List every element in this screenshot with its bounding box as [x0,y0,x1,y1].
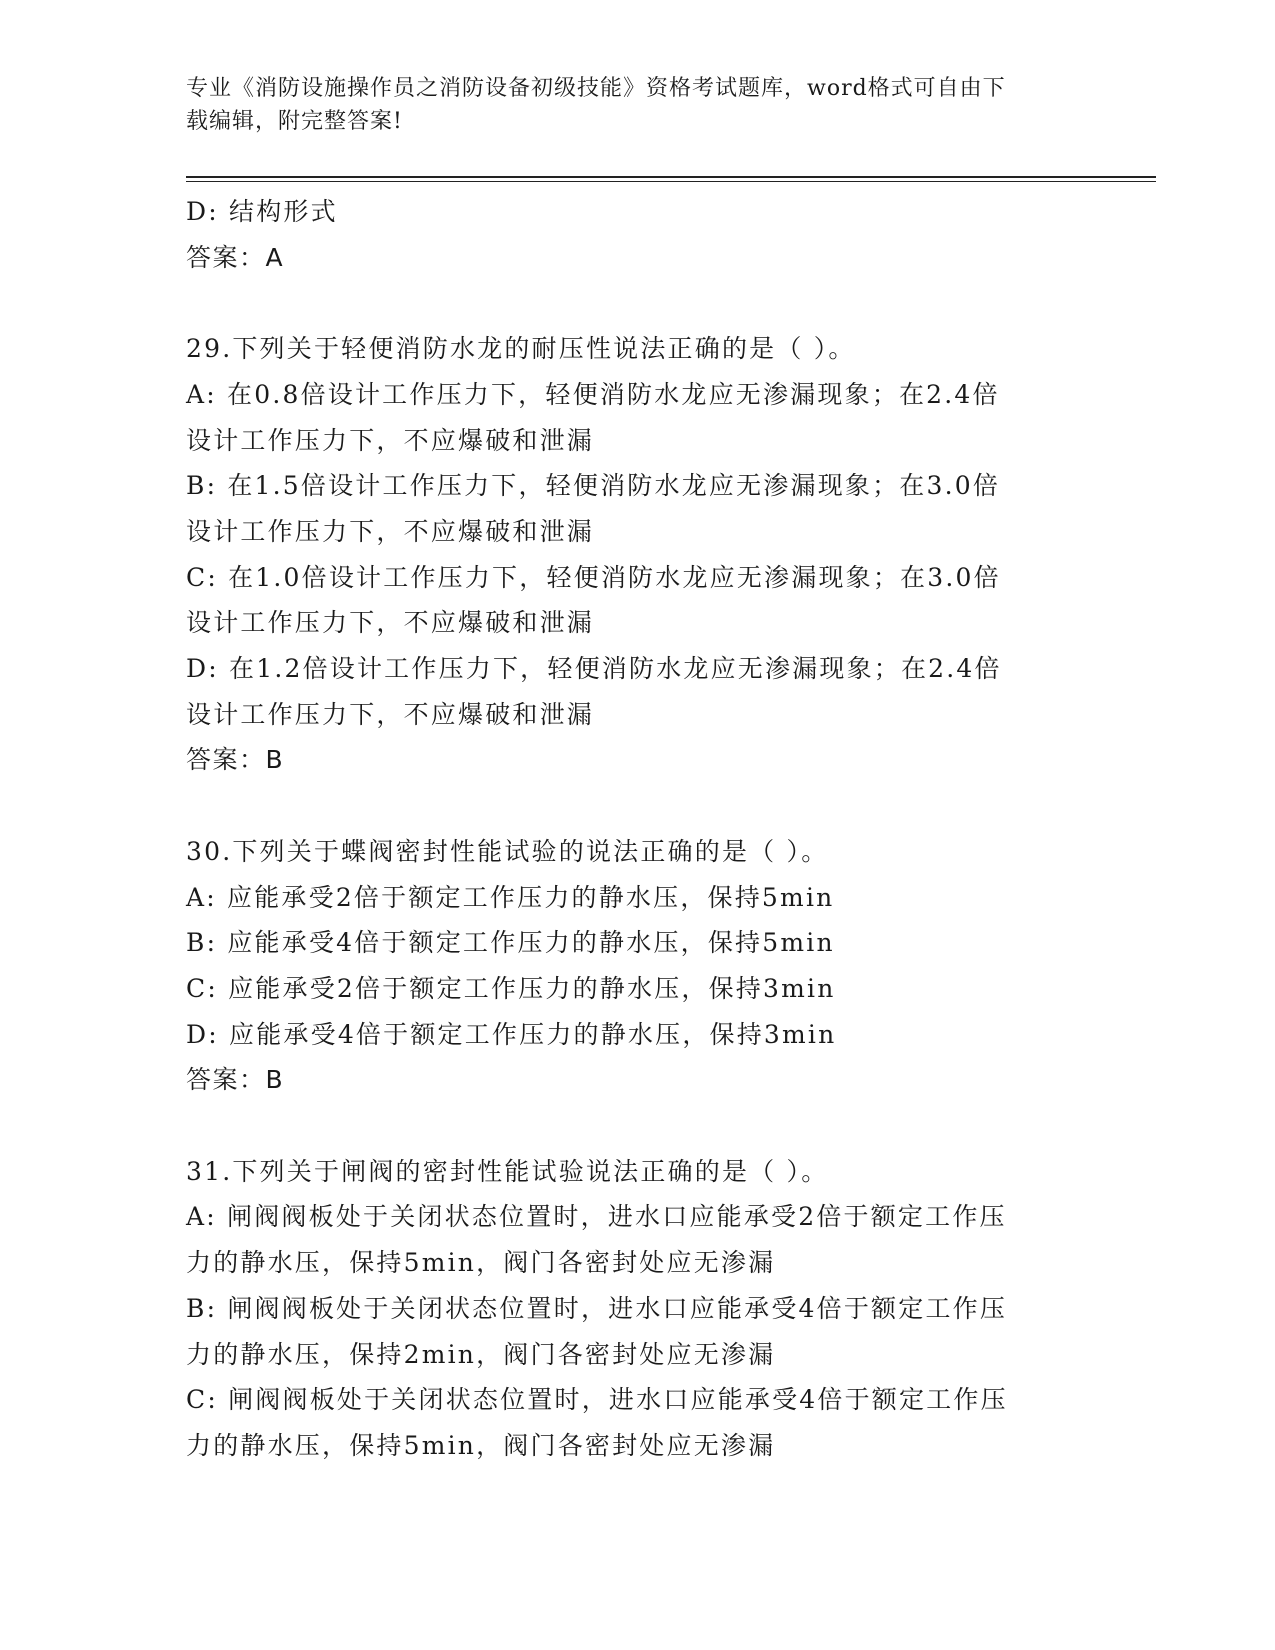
header-line: 载编辑，附完整答案! [186,109,403,134]
option-a: A: 闸阀阀板处于关闭状态位置时，进水口应能承受2倍于额定工作压 [186,1202,1007,1232]
option-c-continued: 力的静水压，保持5min，阀门各密封处应无渗漏 [186,1430,776,1460]
option-b: B: 应能承受4倍于额定工作压力的静水压，保持5min [186,928,835,958]
header-divider [186,176,1156,178]
option-d: D: 结构形式 [186,197,338,226]
header-divider [186,181,1156,182]
option-c-continued: 设计工作压力下，不应爆破和泄漏 [186,608,595,638]
option-a-continued: 设计工作压力下，不应爆破和泄漏 [186,425,595,455]
option-b: B: 闸阀阀板处于关闭状态位置时，进水口应能承受4倍于额定工作压 [186,1293,1008,1323]
page-header [186,72,1046,138]
option-d-continued: 设计工作压力下，不应爆破和泄漏 [186,699,595,729]
answer-label: 答案：B [186,1065,285,1095]
question-stem: 30.下列关于蝶阀密封性能试验的说法正确的是（ ）。 [186,836,829,866]
question-29 [186,326,1066,783]
question-28-tail [186,189,1066,280]
option-d: D: 应能承受4倍于额定工作压力的静水压，保持3min [186,1019,837,1049]
header-line: 专业《消防设施操作员之消防设备初级技能》资格考试题库，word格式可自由下 [186,76,1006,101]
option-b: B: 在1.5倍设计工作压力下，轻便消防水龙应无渗漏现象；在3.0倍 [186,471,1001,501]
option-b-continued: 力的静水压，保持2min，阀门各密封处应无渗漏 [186,1339,776,1369]
answer-label: 答案：A [186,242,285,272]
spacer [186,1103,1066,1149]
question-content [186,189,1066,1469]
option-c: C: 应能承受2倍于额定工作压力的静水压，保持3min [186,973,836,1003]
question-30 [186,829,1066,1103]
option-c: C: 闸阀阀板处于关闭状态位置时，进水口应能承受4倍于额定工作压 [186,1385,1008,1415]
option-a: A: 应能承受2倍于额定工作压力的静水压，保持5min [186,882,835,912]
option-a-continued: 力的静水压，保持5min，阀门各密封处应无渗漏 [186,1248,776,1278]
question-31 [186,1149,1066,1469]
question-stem: 31.下列关于闸阀的密封性能试验说法正确的是（ ）。 [186,1156,829,1186]
option-a: A: 在0.8倍设计工作压力下，轻便消防水龙应无渗漏现象；在2.4倍 [186,379,1000,409]
spacer [186,280,1066,326]
option-c: C: 在1.0倍设计工作压力下，轻便消防水龙应无渗漏现象；在3.0倍 [186,562,1001,592]
answer-label: 答案：B [186,745,285,775]
spacer [186,783,1066,829]
option-b-continued: 设计工作压力下，不应爆破和泄漏 [186,516,595,546]
option-d: D: 在1.2倍设计工作压力下，轻便消防水龙应无渗漏现象；在2.4倍 [186,654,1002,684]
question-stem: 29.下列关于轻便消防水龙的耐压性说法正确的是（ ）。 [186,334,856,364]
